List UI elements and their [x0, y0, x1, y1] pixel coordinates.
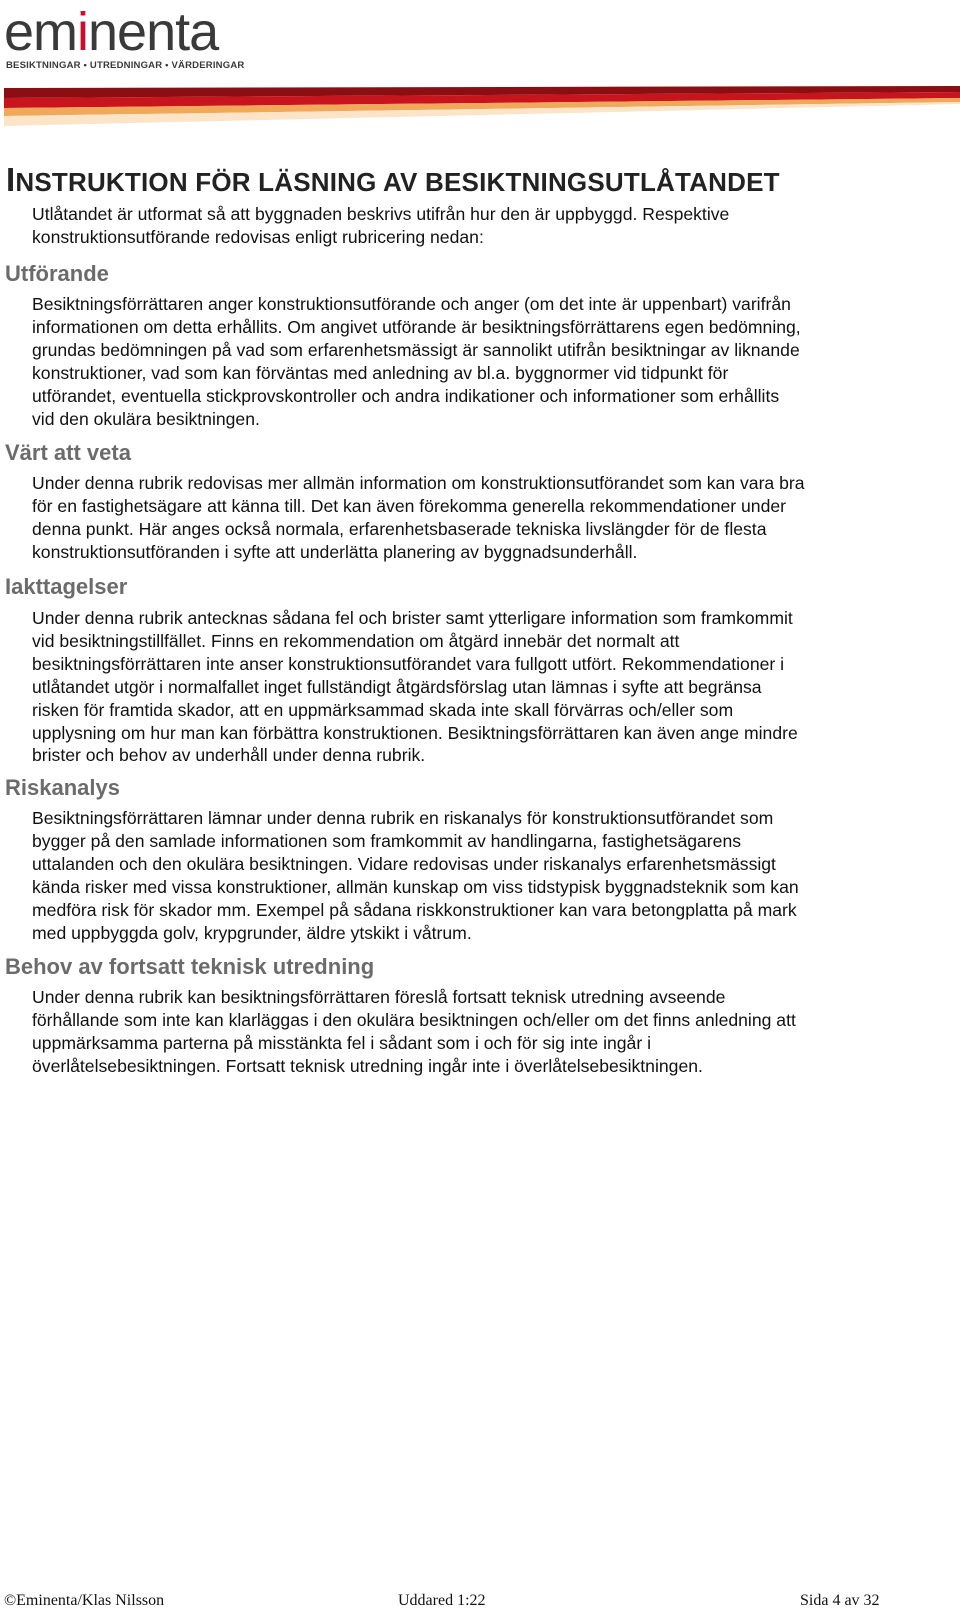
text-line: utlåtandet utgör i normalfallet inget fullständigt åtgärdsförslag utan lämnas i syfte att begränsa: [32, 676, 762, 697]
text-line: kända risker med vissa konstruktioner, allmän kunskap om viss tidstypisk byggnadsteknik som kan: [32, 876, 799, 897]
title-initial: I: [6, 161, 16, 198]
title-rest: NSTRUKTION FÖR LÄSNING AV BESIKTNINGSUTLÅTANDET: [15, 167, 780, 197]
text-line: vid besiktningstillfället. Finns en rekommendation om åtgärd innebär det normalt att: [32, 630, 680, 651]
text-line: informationen om detta erhållits. Om angivet utförande är besiktningsförrättarens egen bedömning,: [32, 316, 801, 337]
text-line: uttalanden och den okulära besiktningen. Vidare redovisas under riskanalys erfarenhetsmässigt: [32, 853, 776, 874]
logo-tagline: BESIKTNINGAR • UTREDNINGAR • VÄRDERINGAR: [6, 60, 245, 71]
intro-paragraph: [32, 203, 952, 249]
logo-word-pre: em: [4, 2, 78, 62]
text-line: Besiktningsförrättaren anger konstruktionsutförande och anger (om det inte är uppenbart) varifrån: [32, 294, 791, 314]
page-title: [6, 161, 780, 198]
text-line: upplysning om hur man kan förbättra konstruktionen. Besiktningsförrättaren kan även ange mindre: [32, 722, 798, 743]
text-line: konstruktioner, vad som kan förväntas med anledning av bl.a. byggnormer vid tidpunkt för: [32, 362, 729, 383]
paragraph-behov-av-utredning: [32, 986, 952, 1078]
text-line: Under denna rubrik antecknas sådana fel och brister samt ytterligare information som framkommit: [32, 608, 793, 628]
heading-riskanalys: Riskanalys: [5, 775, 120, 800]
text-line: besiktningsförrättaren inte anser konstruktionsutförandet vara fullgott utfört. Rekommendationer i: [32, 653, 785, 674]
text-line: uppmärksamma parterna på misstänkta fel i sådant som i och för sig inte ingår i: [32, 1032, 651, 1053]
text-line: medföra risk för skador mm. Exempel på sådana riskkonstruktioner kan vara betongplatta på mark: [32, 899, 797, 920]
text-line: för en fastighetsägare att känna till. Det kan även förekomma generella rekommendationer under: [32, 495, 787, 516]
text-line: grundas bedömningen på vad som erfarenhetsmässigt är sannolikt utifrån besiktningar av liknande: [32, 339, 800, 360]
paragraph-iakttagelser: [32, 607, 952, 767]
text-line: Under denna rubrik redovisas mer allmän information om konstruktionsutförandet som kan vara bra: [32, 473, 805, 493]
paragraph-utforande: [32, 293, 952, 430]
text-line: Under denna rubrik kan besiktningsförrättaren föreslå fortsatt teknisk utredning avseende: [32, 987, 726, 1007]
logo-wordmark: [4, 2, 218, 62]
heading-utforande: Utförande: [5, 261, 109, 286]
text-line: bygger på den samlade informationen som framkommit av handlingarna, fastighetsägarens: [32, 830, 742, 851]
header-banner: [4, 86, 960, 130]
text-line: vid den okulära besiktningen.: [32, 408, 260, 429]
company-logo: [4, 0, 244, 80]
heading-iakttagelser: Iakttagelser: [5, 574, 128, 599]
text-line: konstruktionsutföranden i syfte att underlätta planering av byggnadsunderhåll.: [32, 541, 638, 562]
logo-word-accent: i: [77, 2, 89, 62]
text-line: denna punkt. Här anges också normala, erfarenhetsbaserade tekniska livslängder för de flesta: [32, 518, 767, 539]
text-line: Utlåtandet är utformat så att byggnaden beskrivs utifrån hur den är uppbyggd. Respektive: [32, 204, 730, 224]
text-line: överlåtelsebesiktningen. Fortsatt teknisk utredning ingår inte i överlåtelsebesiktningen.: [32, 1055, 703, 1076]
heading-behov-av-utredning: Behov av fortsatt teknisk utredning: [5, 954, 375, 979]
paragraph-riskanalys: [32, 807, 952, 944]
text-line: med uppbyggda golv, krypgrunder, äldre ytskikt i våtrum.: [32, 922, 472, 943]
text-line: risken för framtida skador, att en uppmärksammad skada inte skall förvärras och/eller som: [32, 699, 734, 720]
text-line: konstruktionsutförande redovisas enligt rubricering nedan:: [32, 226, 484, 247]
footer-property: Uddared 1:22: [398, 1592, 486, 1609]
heading-vart-att-veta: Värt att veta: [5, 440, 131, 465]
text-line: förhållande som inte kan klarläggas i den okulära besiktningen och/eller om det finns anledning att: [32, 1009, 796, 1030]
footer-copyright: ©Eminenta/Klas Nilsson: [4, 1592, 165, 1609]
paragraph-vart-att-veta: [32, 472, 952, 564]
text-line: utförandet, eventuella stickprovskontroller och andra indikationer och informationer som erhållits: [32, 385, 780, 406]
text-line: brister och behov av underhåll under denna rubrik.: [32, 745, 426, 766]
text-line: Besiktningsförrättaren lämnar under denna rubrik en riskanalys för konstruktionsutförandet som: [32, 808, 774, 828]
footer-page-number: Sida 4 av 32: [800, 1592, 880, 1609]
logo-word-post: nenta: [88, 2, 219, 62]
